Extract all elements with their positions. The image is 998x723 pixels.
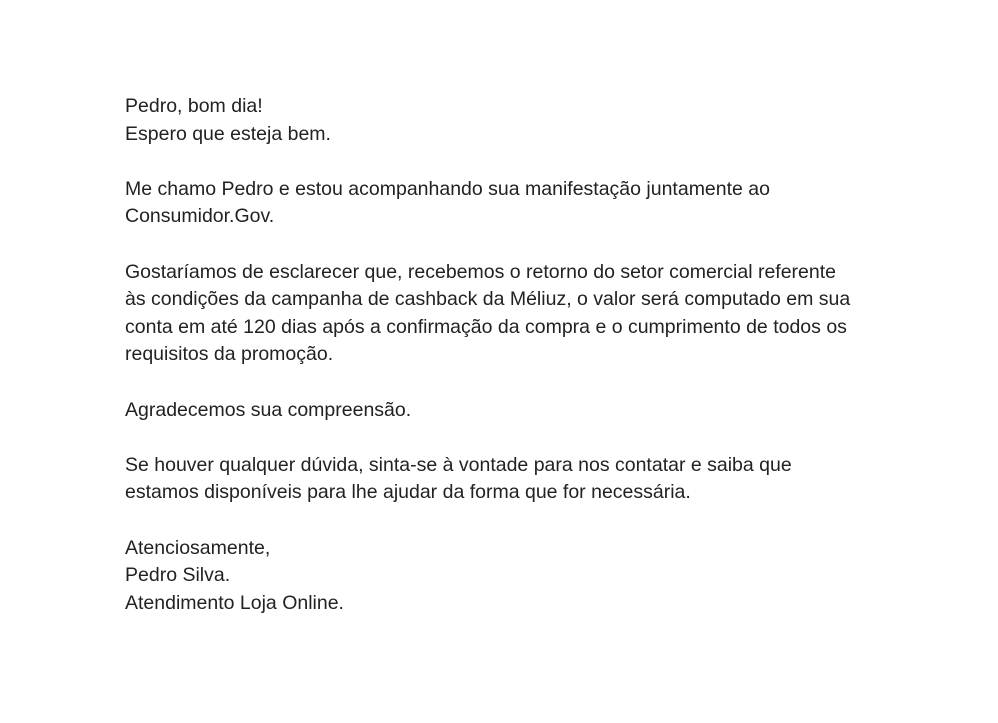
body-line-2: às condições da campanha de cashback da Méliuz, o valor será computado em sua	[125, 288, 851, 311]
body-line-3: conta em até 120 dias após a confirmação da compra e o cumprimento de todos os	[125, 315, 847, 338]
thanks-paragraph	[125, 397, 925, 425]
body-line-1: Gostaríamos de esclarecer que, recebemos o retorno do setor comercial referente	[125, 260, 837, 283]
contact-line-2: estamos disponíveis para lhe ajudar da forma que for necessária.	[125, 481, 691, 504]
signature-department: Atendimento Loja Online.	[125, 591, 344, 614]
thanks-line: Agradecemos sua compreensão.	[125, 398, 412, 421]
contact-paragraph	[125, 452, 925, 507]
body-line-4: requisitos da promoção.	[125, 343, 334, 366]
intro-line-2: Consumidor.Gov.	[125, 205, 275, 228]
signature-block	[125, 535, 925, 618]
signature-name: Pedro Silva.	[125, 564, 231, 587]
greeting-line: Pedro, bom dia!	[125, 95, 263, 117]
contact-line-1: Se houver qualquer dúvida, sinta-se à vontade para nos contatar e saiba que	[125, 453, 792, 476]
intro-paragraph	[125, 176, 925, 231]
wellbeing-line: Espero que esteja bem.	[125, 122, 331, 145]
letter-document	[125, 93, 925, 617]
signature-closing: Atenciosamente,	[125, 536, 271, 559]
intro-line-1: Me chamo Pedro e estou acompanhando sua manifestação juntamente ao	[125, 177, 770, 200]
greeting-paragraph	[125, 93, 925, 148]
body-paragraph	[125, 259, 925, 369]
